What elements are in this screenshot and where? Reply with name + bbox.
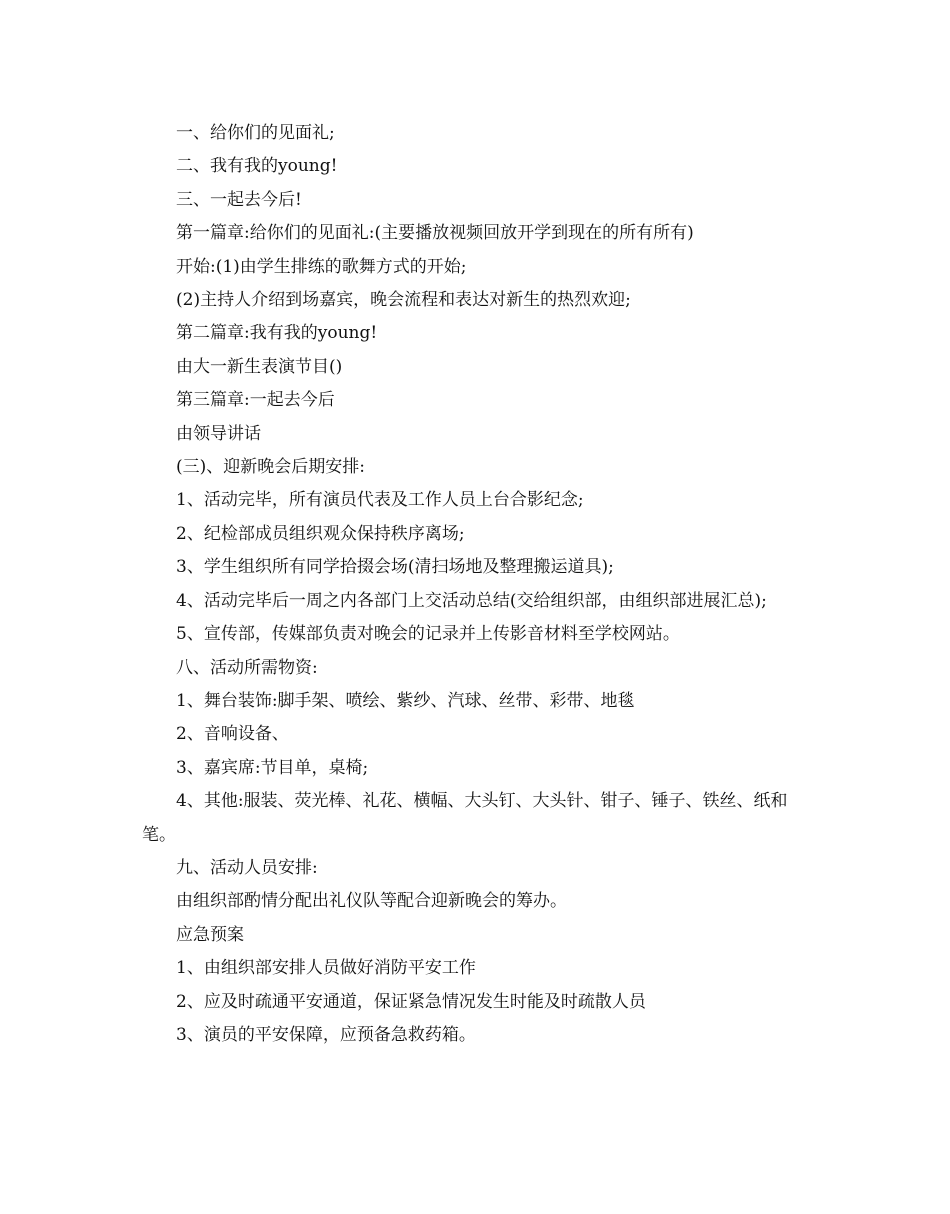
paragraph-11: (三)、迎新晚会后期安排: [176, 457, 365, 478]
paragraph-6: (2)主持人介绍到场嘉宾，晚会流程和表达对新生的热烈欢迎; [176, 290, 631, 311]
paragraph-23: 由组织部酌情分配出礼仪队等配合迎新晚会的筹办。 [176, 891, 567, 912]
paragraph-12: 1、活动完毕，所有演员代表及工作人员上台合影纪念; [176, 490, 584, 511]
paragraph-17: 八、活动所需物资: [176, 657, 318, 678]
paragraph-25: 1、由组织部安排人员做好消防平安工作 [176, 958, 476, 979]
paragraph-27: 3、演员的平安保障，应预备急救药箱。 [176, 1024, 476, 1045]
paragraph-10: 由领导讲话 [176, 423, 261, 444]
paragraph-24: 应急预案 [176, 924, 244, 945]
paragraph-1: 一、给你们的见面礼; [176, 123, 335, 143]
paragraph-9: 第三篇章:一起去今后 [176, 390, 335, 411]
paragraph-22: 九、活动人员安排: [176, 857, 318, 878]
paragraph-20: 3、嘉宾席:节目单，桌椅; [176, 757, 369, 778]
paragraph-19: 2、音响设备、 [176, 724, 289, 745]
paragraph-21: 4、其他:服装、荧光棒、礼花、横幅、大头钉、大头针、钳子、锤子、铁丝、纸和笔。 [142, 791, 788, 845]
paragraph-14: 3、学生组织所有同学拾掇会场(清扫场地及整理搬运道具); [176, 557, 614, 578]
paragraph-13: 2、纪检部成员组织观众保持秩序离场; [176, 523, 465, 544]
paragraph-26: 2、应及时疏通平安通道，保证紧急情况发生时能及时疏散人员 [176, 991, 646, 1012]
paragraph-8: 由大一新生表演节目() [176, 356, 343, 377]
paragraph-7: 第二篇章:我有我的young! [176, 323, 378, 344]
paragraph-5: 开始:(1)由学生排练的歌舞方式的开始; [176, 256, 467, 277]
paragraph-16: 5、宣传部，传媒部负责对晚会的记录并上传影音材料至学校网站。 [176, 624, 680, 645]
paragraph-15: 4、活动完毕后一周之内各部门上交活动总结(交给组织部，由组织部进展汇总); [176, 590, 767, 611]
paragraph-4: 第一篇章:给你们的见面礼:(主要播放视频回放开学到现在的所有所有) [176, 223, 694, 244]
document-body [142, 117, 812, 1052]
paragraph-18: 1、舞台装饰:脚手架、喷绘、紫纱、汽球、丝带、彩带、地毯 [176, 690, 635, 711]
paragraph-2: 二、我有我的young! [176, 156, 338, 177]
paragraph-3: 三、一起去今后! [176, 189, 302, 210]
